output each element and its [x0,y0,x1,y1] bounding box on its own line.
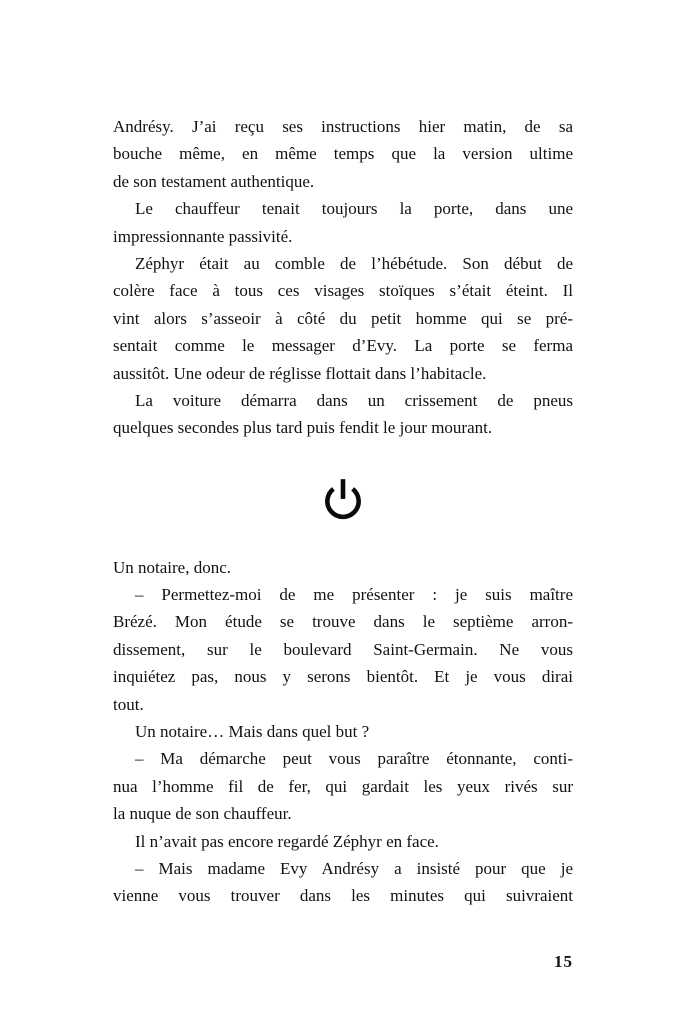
text-line: Le chauffeur tenait toujours la porte, dans une [135,199,573,219]
paragraph [113,828,573,855]
text-line: inquiétez pas, nous y serons bientôt. Et je vous dirai [113,667,573,687]
text-line: Un notaire, donc. [113,557,232,577]
text-line: vienne vous trouver dans les minutes qui suivraient [113,886,573,906]
paragraph [113,113,573,195]
text-column [113,113,573,910]
text-line: La voiture démarra dans un crissement de pneus [135,390,573,410]
power-icon [320,475,366,521]
text-line: – Ma démarche peut vous paraître étonnante, conti- [135,749,573,769]
text-line: vint alors s’asseoir à côté du petit homme qui se pré- [113,308,573,328]
text-line: sentait comme le messager d’Evy. La porte se ferma [113,336,573,356]
paragraph [113,554,573,581]
paragraph [113,581,573,718]
text-line: la nuque de son chauffeur. [113,804,292,824]
text-line: impressionnante passivité. [113,226,293,246]
text-line: – Permettez-moi de me présenter : je suis maître [135,585,573,605]
text-line: quelques secondes plus tard puis fendit le jour mourant. [113,418,493,438]
paragraph [113,855,573,910]
text-line: bouche même, en même temps que la version ultime [113,144,573,164]
paragraph [113,745,573,827]
section-divider [113,475,573,521]
text-line: tout. [113,694,144,714]
text-section-before-divider [113,113,573,442]
text-line: dissement, sur le boulevard Saint-Germain. Ne vous [113,639,573,659]
text-line: Zéphyr était au comble de l’hébétude. Son début de [135,253,573,273]
text-line: Il n’avait pas encore regardé Zéphyr en face. [135,831,439,851]
text-line: nua l’homme fil de fer, qui gardait les yeux rivés sur [113,776,573,796]
text-line: colère face à tous ces visages stoïques s’était éteint. Il [113,281,573,301]
text-line: aussitôt. Une odeur de réglisse flottait dans l’habitacle. [113,363,487,383]
paragraph [113,387,573,442]
text-line: Un notaire… Mais dans quel but ? [135,722,370,742]
paragraph [113,718,573,745]
text-line: Andrésy. J’ai reçu ses instructions hier matin, de sa [113,117,573,136]
paragraph [113,250,573,387]
text-line: de son testament authentique. [113,171,315,191]
text-line: – Mais madame Evy Andrésy a insisté pour que je [135,858,573,878]
paragraph [113,195,573,250]
text-section-after-divider [113,554,573,910]
page-number: 15 [554,952,573,971]
text-line: Brézé. Mon étude se trouve dans le septième arron- [113,612,573,632]
